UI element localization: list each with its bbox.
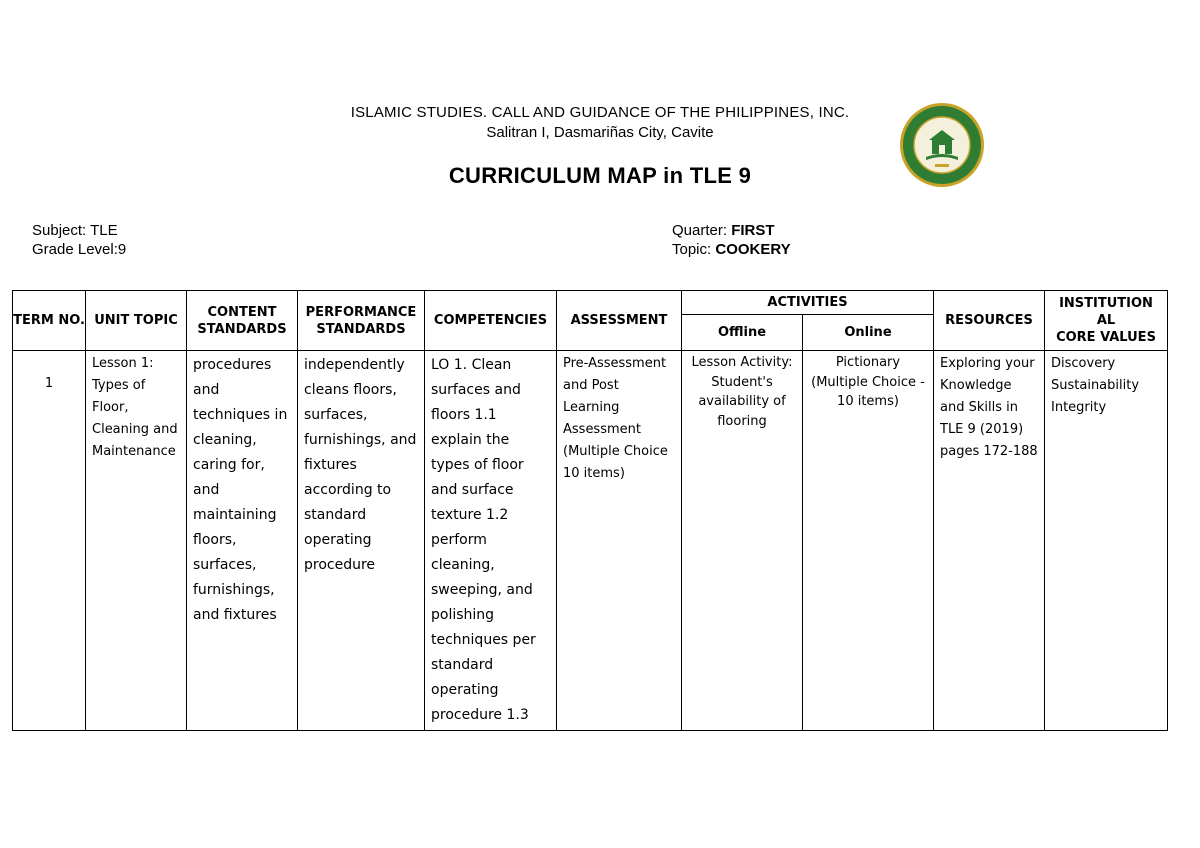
header-core-values-line2: AL <box>1096 313 1116 328</box>
subject-value: TLE <box>90 222 118 239</box>
subject-label: Subject: <box>32 222 91 239</box>
competencies-text: LO 1. Clean surfaces and floors 1.1 explain the types of floor and surface texture 1.2 perform cleaning, sweeping, and polishing techniques per standard operating procedure 1.3 <box>431 357 536 723</box>
organization-name: ISLAMIC STUDIES. CALL AND GUIDANCE OF THE PHILIPPINES, INC. <box>350 104 850 121</box>
core-value-item: Sustainability <box>1051 378 1140 393</box>
core-value-item: Discovery <box>1051 356 1116 371</box>
organization-address: Salitran I, Dasmariñas City, Cavite <box>486 124 714 141</box>
quarter-topic-info <box>672 221 791 259</box>
header-term-no: TERM NO. <box>13 291 86 351</box>
table-header-row <box>13 291 1168 315</box>
grade-level-line <box>32 240 126 259</box>
offline-activity-text: Lesson Activity: Student's availability of flooring <box>691 355 793 429</box>
cell-competencies <box>425 351 557 731</box>
core-values-list <box>1045 351 1167 421</box>
resources-text: Exploring your Knowledge and Skills in TLE 9 (2019) pages 172-188 <box>940 356 1038 459</box>
topic-value: COOKERY <box>715 241 791 258</box>
term-no-text: 1 <box>44 376 54 391</box>
cell-online <box>803 351 934 731</box>
topic-line <box>672 240 791 259</box>
header-activities: ACTIVITIES <box>682 291 934 315</box>
header-online: Online <box>803 315 934 351</box>
performance-standards-text: independently cleans floors, surfaces, furnishings, and fixtures according to standard operating procedure <box>304 357 417 573</box>
cell-content-standards <box>187 351 298 731</box>
topic-label: Topic: <box>672 241 716 258</box>
grade-level-value: 9 <box>117 241 127 258</box>
quarter-value: FIRST <box>731 222 775 239</box>
online-activity-text: Pictionary (Multiple Choice - 10 items) <box>811 355 925 409</box>
quarter-label: Quarter: <box>672 222 732 239</box>
header-core-values-line1: INSTITUTION <box>1059 296 1153 311</box>
content-standards-text: procedures and techniques in cleaning, caring for, and maintaining floors, surfaces, furnishings, and fixtures <box>193 357 288 623</box>
header-assessment: ASSESSMENT <box>557 291 682 351</box>
curriculum-map-table <box>12 290 1168 731</box>
document-title: CURRICULUM MAP in TLE 9 <box>448 163 752 188</box>
cell-performance-standards <box>298 351 425 731</box>
cell-offline <box>682 351 803 731</box>
unit-topic-text: Lesson 1: Types of Floor, Cleaning and Maintenance <box>92 356 178 459</box>
cell-term-no <box>13 351 86 731</box>
header-resources: RESOURCES <box>934 291 1045 351</box>
cell-unit-topic <box>86 351 187 731</box>
header-offline: Offline <box>682 315 803 351</box>
subject-grade-info <box>32 221 126 259</box>
header-performance-standards: PERFORMANCE STANDARDS <box>298 291 425 351</box>
header-competencies: COMPETENCIES <box>425 291 557 351</box>
assessment-text: Pre-Assessment and Post Learning Assessment (Multiple Choice 10 items) <box>563 356 668 481</box>
header-core-values-line3: CORE VALUES <box>1056 330 1156 345</box>
cell-assessment <box>557 351 682 731</box>
school-seal-icon <box>899 102 985 188</box>
subject-line <box>32 221 126 240</box>
core-value-item: Integrity <box>1051 400 1107 415</box>
quarter-line <box>672 221 791 240</box>
header-content-standards: CONTENT STANDARDS <box>187 291 298 351</box>
cell-resources <box>934 351 1045 731</box>
header-core-values <box>1045 291 1168 351</box>
grade-level-label: Grade Level: <box>32 241 118 258</box>
cell-core-values <box>1045 351 1168 731</box>
table-row <box>13 351 1168 731</box>
header-unit-topic: UNIT TOPIC <box>86 291 187 351</box>
